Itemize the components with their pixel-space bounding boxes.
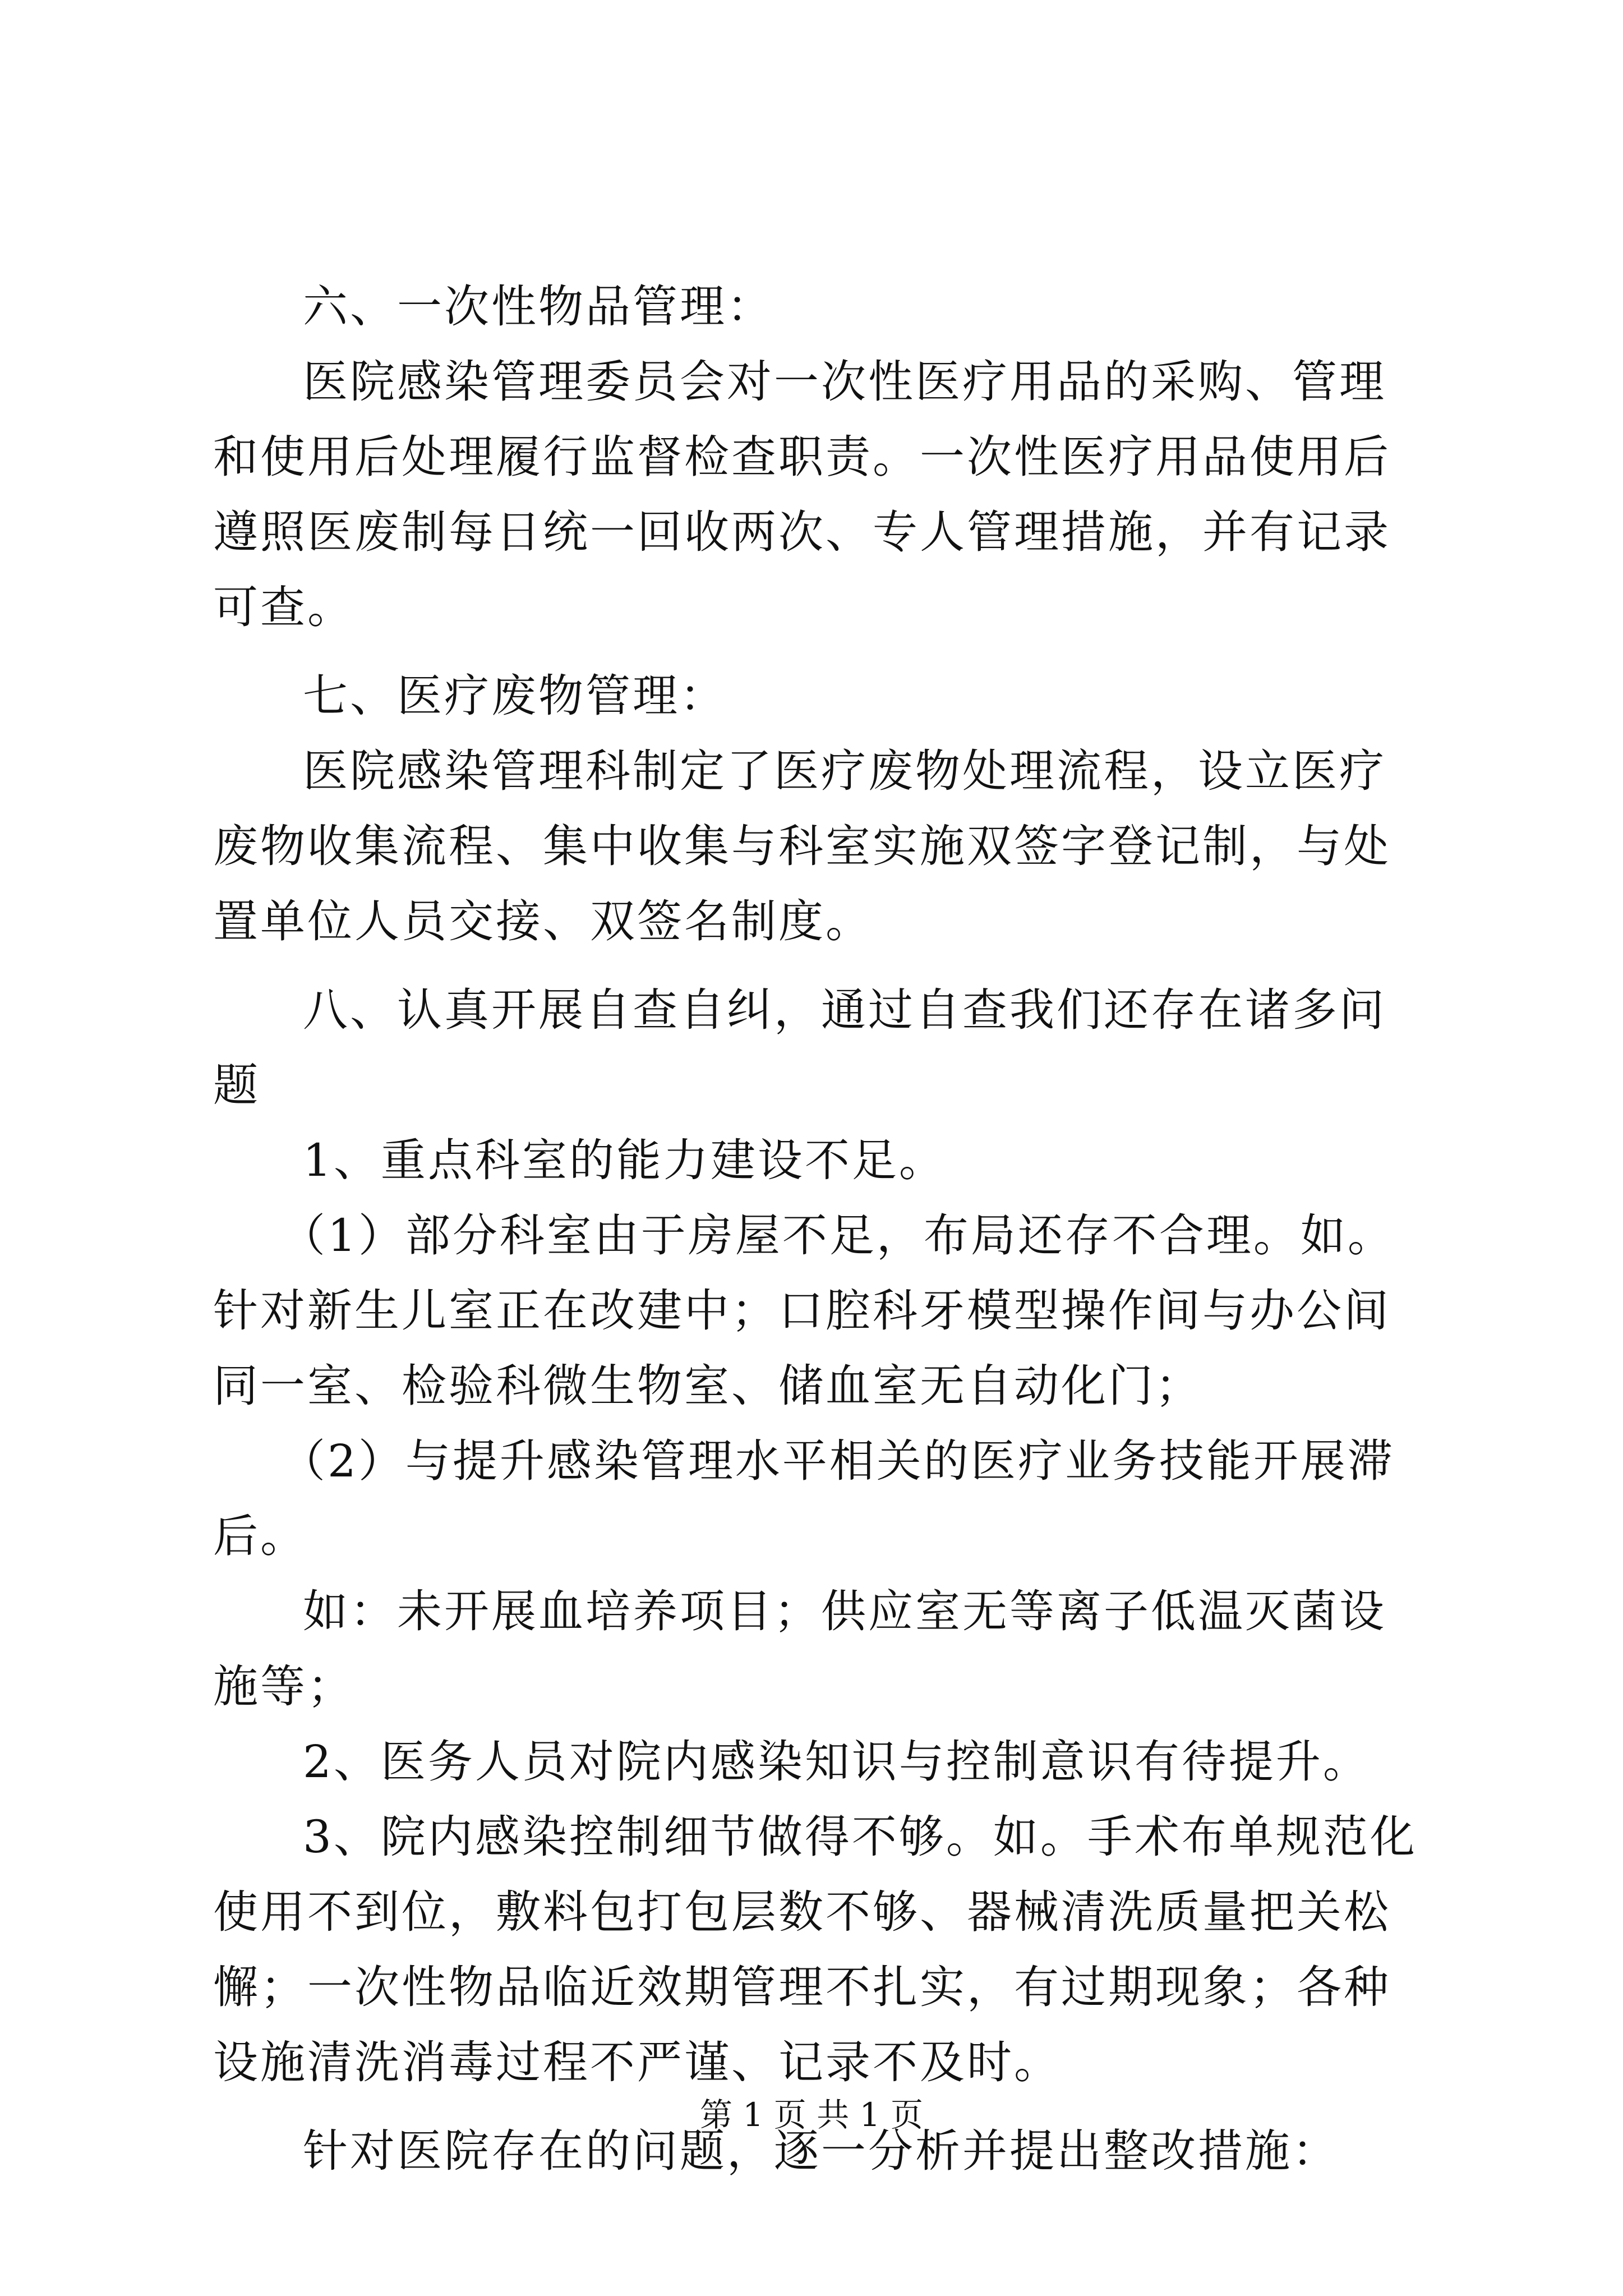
paragraph-example: 如：未开展血培养项目；供应室无等离子低温灭菌设施等；: [213, 1585, 1386, 1713]
section-heading-self-inspection: 八、认真开展自查自纠，通过自查我们还存在诸多问题: [213, 984, 1386, 1111]
section-heading-medical-waste: 七、医疗废物管理：: [303, 670, 727, 722]
list-item-details: 3、院内感染控制细节做得不够。如。手术布单规范化使用不到位，敷料包打包层数不够、器械清洗质量把关松懈；一次性物品临近效期管理不扎实，有过期现象；各种设施清洗消毒过程不严谨、记录不及时。: [213, 1811, 1417, 2088]
paragraph-disposables: 医院感染管理委员会对一次性医疗用品的采购、管理和使用后处理履行监督检查职责。一次性医疗用品使用后遵照医废制每日统一回收两次、专人管理措施，并有记录可查。: [213, 356, 1391, 633]
paragraph-medical-waste: 医院感染管理科制定了医疗废物处理流程，设立医疗废物收集流程、集中收集与科室实施双签字登记制，与处置单位人员交接、双签名制度。: [213, 745, 1391, 947]
sub-item-skills: （2）与提升感染管理水平相关的医疗业务技能开展滞后。: [213, 1435, 1395, 1562]
page-footer: 第 1 页 共 1 页: [700, 2096, 923, 2134]
list-item-awareness: 2、医务人员对院内感染知识与控制意识有待提升。: [303, 1736, 1370, 1788]
list-item-capacity: 1、重点科室的能力建设不足。: [303, 1134, 946, 1186]
document-body: [213, 269, 1424, 2189]
paragraph-rectification: 针对医院存在的问题，逐一分析并提出整改措施：: [303, 2125, 1339, 2177]
sub-item-layout: （1）部分科室由于房屋不足，布局还存不合理。如。针对新生儿室正在改建中；口腔科牙模型操作间与办公间同一室、检验科微生物室、储血室无自动化门；: [213, 1209, 1395, 1412]
section-heading-disposables: 六、一次性物品管理：: [303, 280, 774, 333]
